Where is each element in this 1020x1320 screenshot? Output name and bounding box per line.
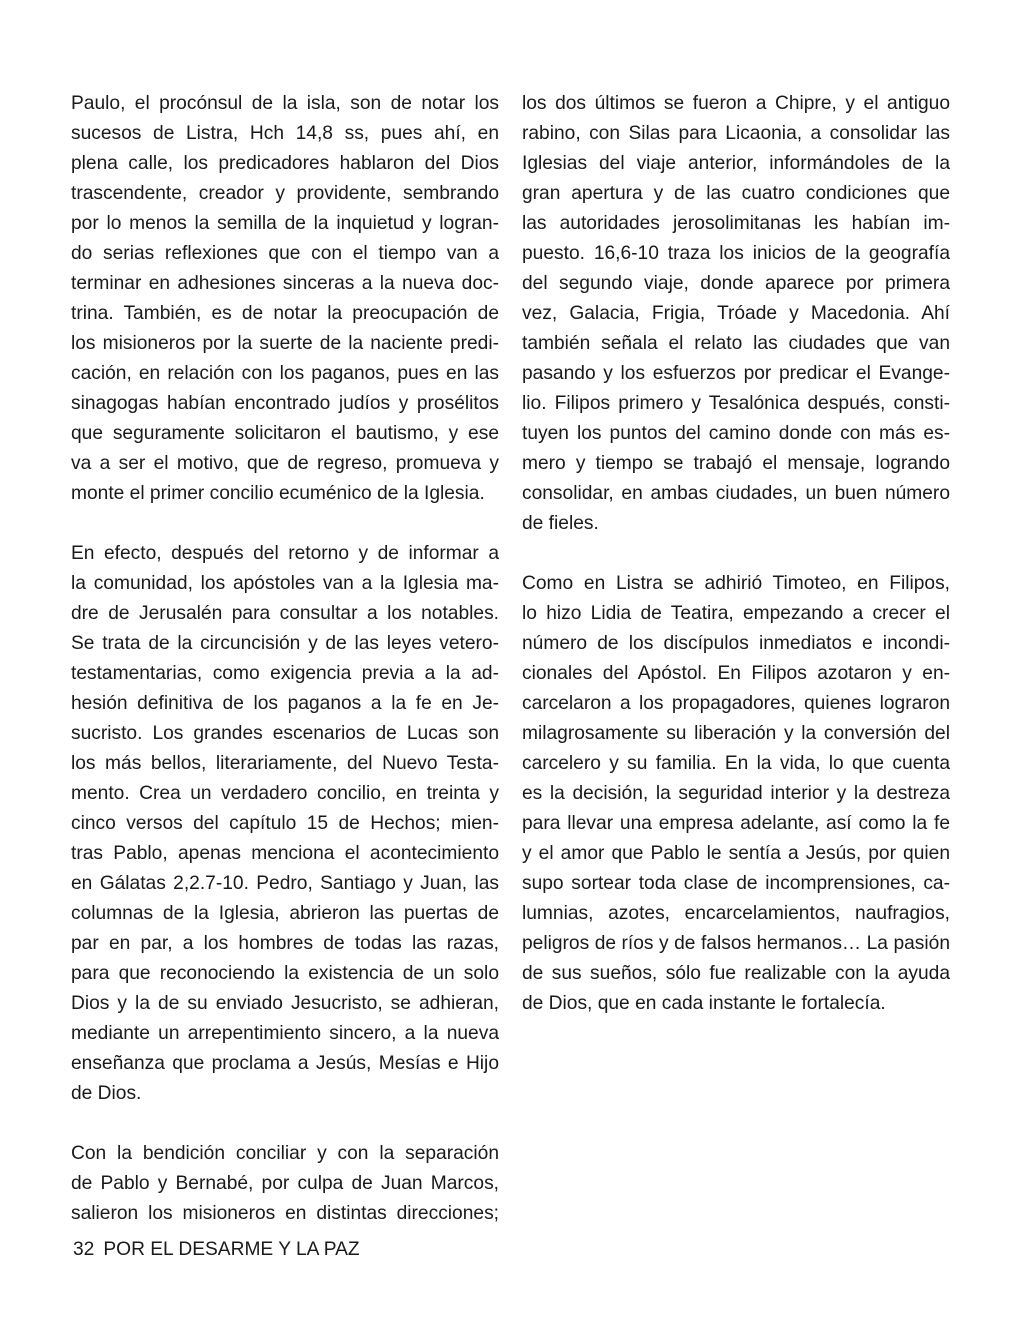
- text-line: va a ser el motivo, que de regreso, promueva y: [71, 453, 499, 474]
- text-line: lo hizo Lidia de Teatira, empezando a crecer el: [522, 603, 950, 624]
- text-line: para llevar una empresa adelante, así como la fe: [522, 813, 950, 834]
- text-line: de fieles.: [522, 513, 599, 534]
- text-line: de sus sueños, sólo fue realizable con la ayuda: [522, 963, 950, 984]
- text-line: de Pablo y Bernabé, por culpa de Juan Marcos,: [71, 1173, 499, 1194]
- text-line: Dios y la de su enviado Jesucristo, se adhieran,: [71, 993, 499, 1014]
- text-line: plena calle, los predicadores hablaron del Dios: [71, 153, 499, 174]
- text-line: Iglesias del viaje anterior, informándoles de la: [522, 153, 950, 174]
- text-line: carcelaron a los propagadores, quienes lograron: [522, 693, 950, 714]
- text-line: columnas de la Iglesia, abrieron las puertas de: [71, 903, 499, 924]
- paragraph: [71, 539, 499, 1109]
- text-line: vez, Galacia, Frigia, Tróade y Macedonia. Ahí: [522, 303, 950, 324]
- text-line: sucristo. Los grandes escenarios de Lucas son: [71, 723, 499, 744]
- text-line: carcelero y su familia. En la vida, lo que cuenta: [522, 753, 950, 774]
- text-line: cinco versos del capítulo 15 de Hechos; mien-: [71, 813, 499, 834]
- text-line: tuyen los puntos del camino donde con más es-: [522, 423, 950, 444]
- text-line: milagrosamente su liberación y la conversión del: [522, 723, 950, 744]
- publication-title: POR EL DESARME Y LA PAZ: [103, 1239, 360, 1260]
- text-line: consolidar, en ambas ciudades, un buen número: [522, 483, 950, 504]
- paragraph-spacer: [522, 539, 950, 569]
- text-line: que seguramente solicitaron el bautismo, y ese: [71, 423, 499, 444]
- text-line: las autoridades jerosolimitanas les habían im-: [522, 213, 950, 234]
- text-line: los misioneros por la suerte de la naciente predi-: [71, 333, 499, 354]
- text-line: peligros de ríos y de falsos hermanos… La pasión: [522, 933, 950, 954]
- text-line: mediante un arrepentimiento sincero, a la nueva: [71, 1023, 499, 1044]
- text-line: en Gálatas 2,2.7-10. Pedro, Santiago y Juan, las: [71, 873, 499, 894]
- right-text-column: [522, 89, 950, 1019]
- text-line: de Dios.: [71, 1083, 142, 1104]
- text-line: Paulo, el procónsul de la isla, son de notar los: [71, 93, 499, 114]
- text-line: lumnias, azotes, encarcelamientos, naufragios,: [522, 903, 950, 924]
- text-line: mento. Crea un verdadero concilio, en treinta y: [71, 783, 499, 804]
- text-line: para que reconociendo la existencia de un solo: [71, 963, 499, 984]
- text-line: la comunidad, los apóstoles van a la Iglesia ma-: [71, 573, 499, 594]
- paragraph: [71, 1139, 499, 1229]
- text-line: gran apertura y de las cuatro condiciones que: [522, 183, 950, 204]
- text-line: monte el primer concilio ecuménico de la Iglesia.: [71, 483, 485, 504]
- text-line: también señala el relato las ciudades que van: [522, 333, 950, 354]
- text-line: testamentarias, como exigencia previa a la ad-: [71, 663, 499, 684]
- paragraph-spacer: [71, 509, 499, 539]
- text-line: dre de Jerusalén para consultar a los notables.: [71, 603, 499, 624]
- paragraph: [71, 89, 499, 509]
- text-line: supo sortear toda clase de incomprensiones, ca-: [522, 873, 950, 894]
- text-line: puesto. 16,6-10 traza los inicios de la geografía: [522, 243, 950, 264]
- paragraph-spacer: [71, 1109, 499, 1139]
- paragraph: [522, 569, 950, 1019]
- text-line: terminar en adhesiones sinceras a la nueva doc-: [71, 273, 499, 294]
- text-line: y el amor que Pablo le sentía a Jesús, por quien: [522, 843, 950, 864]
- page-footer: [73, 1235, 360, 1265]
- paragraph: [522, 89, 950, 539]
- text-line: En efecto, después del retorno y de informar a: [71, 543, 499, 564]
- text-line: los más bellos, literariamente, del Nuevo Testa-: [71, 753, 499, 774]
- text-line: por lo menos la semilla de la inquietud y logran-: [71, 213, 499, 234]
- text-line: par en par, a los hombres de todas las razas,: [71, 933, 499, 954]
- text-line: sinagogas habían encontrado judíos y prosélitos: [71, 393, 499, 414]
- text-line: lio. Filipos primero y Tesalónica después, consti-: [522, 393, 950, 414]
- text-line: rabino, con Silas para Licaonia, a consolidar las: [522, 123, 950, 144]
- text-line: tras Pablo, apenas menciona el acontecimiento: [71, 843, 499, 864]
- text-line: enseñanza que proclama a Jesús, Mesías e Hijo: [71, 1053, 499, 1074]
- text-line: número de los discípulos inmediatos e incondi-: [522, 633, 950, 654]
- text-line: del segundo viaje, donde aparece por primera: [522, 273, 950, 294]
- text-line: es la decisión, la seguridad interior y la destreza: [522, 783, 950, 804]
- text-line: los dos últimos se fueron a Chipre, y el antiguo: [522, 93, 950, 114]
- text-line: trascendente, creador y providente, sembrando: [71, 183, 499, 204]
- text-line: cionales del Apóstol. En Filipos azotaron y en-: [522, 663, 950, 684]
- text-line: Como en Listra se adhirió Timoteo, en Filipos,: [522, 573, 950, 594]
- text-line: Se trata de la circuncisión y de las leyes vetero-: [71, 633, 499, 654]
- text-line: mero y tiempo se trabajó el mensaje, logrando: [522, 453, 950, 474]
- left-text-column: [71, 89, 499, 1229]
- text-line: cación, en relación con los paganos, pues en las: [71, 363, 499, 384]
- text-line: hesión definitiva de los paganos a la fe en Je-: [71, 693, 499, 714]
- text-line: salieron los misioneros en distintas direcciones;: [71, 1203, 499, 1224]
- text-line: trina. También, es de notar la preocupación de: [71, 303, 499, 324]
- text-line: pasando y los esfuerzos por predicar el Evange-: [522, 363, 950, 384]
- page-number: 32: [73, 1239, 95, 1260]
- text-line: do serias reflexiones que con el tiempo van a: [71, 243, 499, 264]
- text-line: sucesos de Listra, Hch 14,8 ss, pues ahí, en: [71, 123, 499, 144]
- text-line: Con la bendición conciliar y con la separación: [71, 1143, 499, 1164]
- text-line: de Dios, que en cada instante le fortalecía.: [522, 993, 886, 1014]
